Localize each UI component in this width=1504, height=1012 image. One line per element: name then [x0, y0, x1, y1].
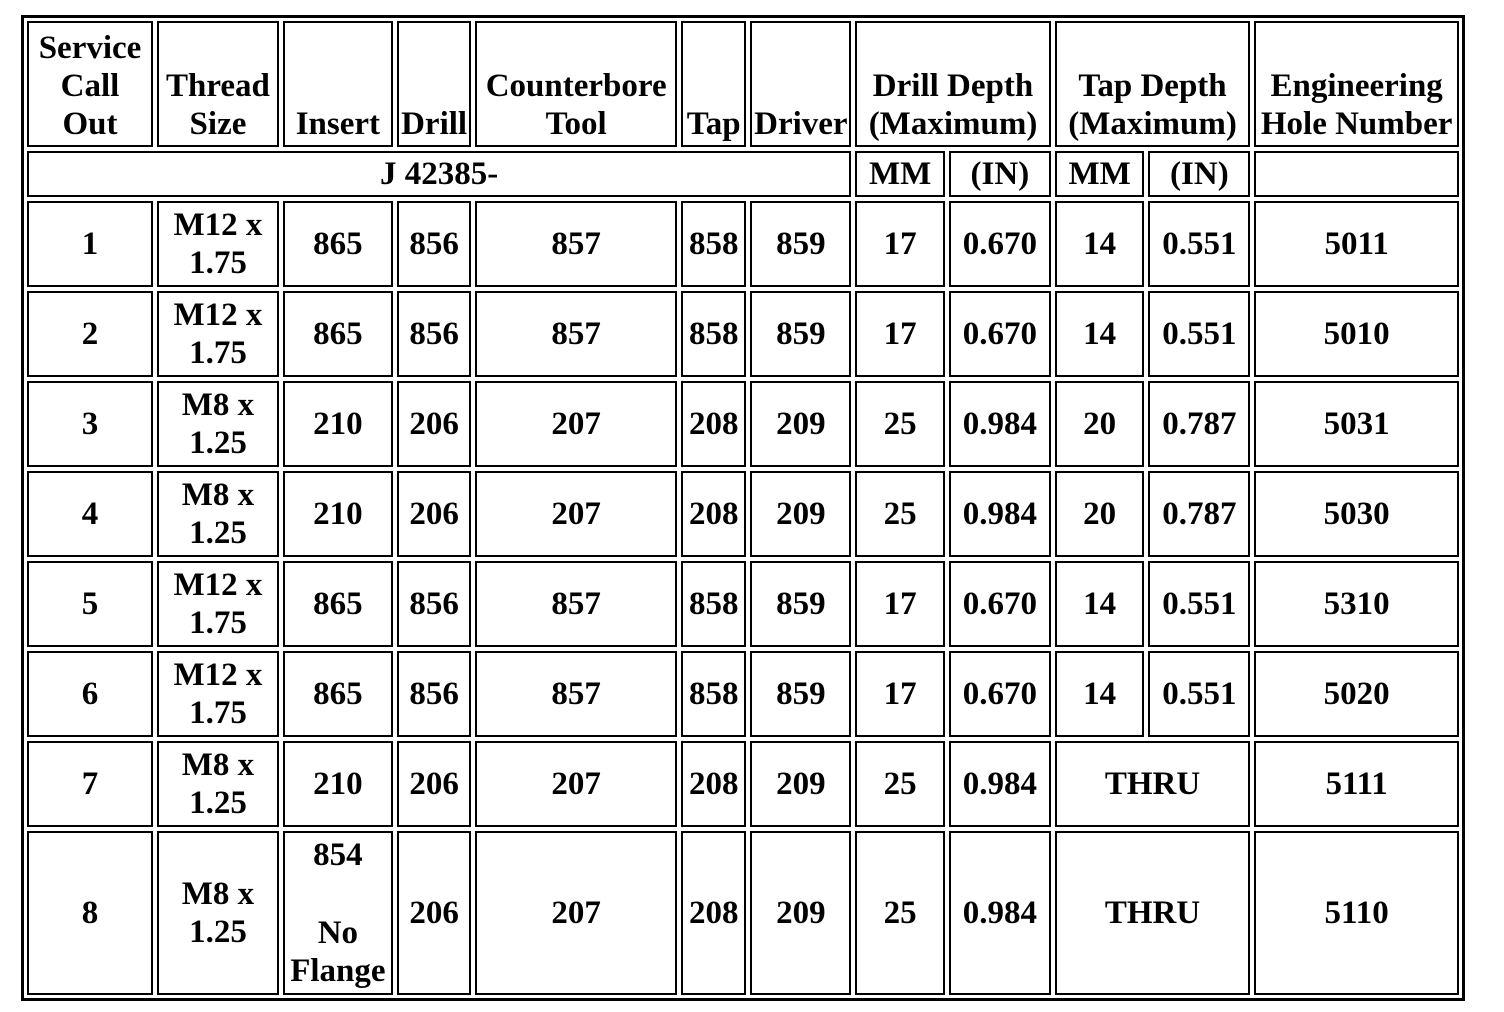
- drill-depth-mm-cell: 17: [855, 291, 945, 377]
- tap-cell: 208: [681, 831, 747, 995]
- insert-cell: 865: [283, 291, 393, 377]
- thread-size-cell: M8 x 1.25: [157, 831, 279, 995]
- drill-depth-in-cell: 0.984: [949, 471, 1051, 557]
- counterbore-cell: 857: [475, 561, 677, 647]
- insert-cell: 210: [283, 471, 393, 557]
- hole-number-blank: [1254, 151, 1459, 197]
- call-out-cell: 4: [27, 471, 153, 557]
- tap-depth-in-cell: 0.551: [1148, 201, 1250, 287]
- drill-cell: 206: [397, 741, 472, 827]
- counterbore-cell: 857: [475, 291, 677, 377]
- driver-cell: 209: [750, 831, 851, 995]
- tap-depth-mm-cell: 14: [1055, 291, 1145, 377]
- insert-cell: 854 No Flange: [283, 831, 393, 995]
- counterbore-cell: 207: [475, 741, 677, 827]
- drill-depth-in-cell: 0.670: [949, 201, 1051, 287]
- thread-size-cell: M8 x 1.25: [157, 741, 279, 827]
- driver-cell: 859: [750, 291, 851, 377]
- drill-depth-in-cell: 0.670: [949, 561, 1051, 647]
- tap-depth-in-cell: 0.787: [1148, 471, 1250, 557]
- drill-cell: 856: [397, 651, 472, 737]
- part-prefix: J 42385-: [27, 151, 851, 197]
- hole-number-cell: 5310: [1254, 561, 1459, 647]
- header-insert: Insert: [283, 21, 393, 147]
- hole-number-cell: 5111: [1254, 741, 1459, 827]
- header-tap-depth: Tap Depth (Maximum): [1055, 21, 1251, 147]
- thread-size-cell: M8 x 1.25: [157, 381, 279, 467]
- call-out-cell: 5: [27, 561, 153, 647]
- drill-depth-mm-cell: 25: [855, 381, 945, 467]
- insert-cell: 865: [283, 561, 393, 647]
- drill-cell: 856: [397, 201, 472, 287]
- thread-size-cell: M12 x 1.75: [157, 291, 279, 377]
- drill-depth-mm-label: MM: [855, 151, 945, 197]
- header-driver: Driver: [750, 21, 851, 147]
- tap-depth-in-label: (IN): [1148, 151, 1250, 197]
- call-out-cell: 6: [27, 651, 153, 737]
- header-drill: Drill: [397, 21, 472, 147]
- call-out-cell: 3: [27, 381, 153, 467]
- tap-cell: 208: [681, 381, 747, 467]
- drill-depth-mm-cell: 25: [855, 471, 945, 557]
- insert-cell: 210: [283, 381, 393, 467]
- tool-table: [23, 17, 1463, 999]
- driver-cell: 209: [750, 471, 851, 557]
- thread-size-cell: M12 x 1.75: [157, 651, 279, 737]
- drill-depth-in-cell: 0.984: [949, 831, 1051, 995]
- tap-depth-in-cell: 0.551: [1148, 561, 1250, 647]
- counterbore-cell: 207: [475, 471, 677, 557]
- driver-cell: 859: [750, 561, 851, 647]
- subheader-row: [27, 151, 1459, 197]
- insert-cell: 210: [283, 741, 393, 827]
- drill-depth-mm-cell: 25: [855, 741, 945, 827]
- header-engineering-hole-number: Engineering Hole Number: [1254, 21, 1459, 147]
- driver-cell: 209: [750, 741, 851, 827]
- call-out-cell: 8: [27, 831, 153, 995]
- tap-depth-in-cell: 0.551: [1148, 291, 1250, 377]
- tap-depth-thru-cell: THRU: [1055, 831, 1251, 995]
- header-service-call-out: Service Call Out: [27, 21, 153, 147]
- hole-number-cell: 5031: [1254, 381, 1459, 467]
- drill-depth-mm-cell: 17: [855, 201, 945, 287]
- drill-cell: 206: [397, 381, 472, 467]
- tap-depth-mm-label: MM: [1055, 151, 1145, 197]
- tap-cell: 858: [681, 201, 747, 287]
- hole-number-cell: 5110: [1254, 831, 1459, 995]
- tool-table-frame: [21, 15, 1465, 1001]
- table-row: [27, 561, 1459, 647]
- table-row: [27, 831, 1459, 995]
- tap-depth-thru-cell: THRU: [1055, 741, 1251, 827]
- thread-size-cell: M12 x 1.75: [157, 561, 279, 647]
- driver-cell: 209: [750, 381, 851, 467]
- call-out-cell: 2: [27, 291, 153, 377]
- driver-cell: 859: [750, 201, 851, 287]
- drill-depth-mm-cell: 25: [855, 831, 945, 995]
- tap-depth-in-cell: 0.551: [1148, 651, 1250, 737]
- drill-cell: 856: [397, 561, 472, 647]
- tap-depth-mm-cell: 14: [1055, 651, 1145, 737]
- call-out-cell: 7: [27, 741, 153, 827]
- tap-depth-in-cell: 0.787: [1148, 381, 1250, 467]
- thread-size-cell: M8 x 1.25: [157, 471, 279, 557]
- thread-size-cell: M12 x 1.75: [157, 201, 279, 287]
- hole-number-cell: 5011: [1254, 201, 1459, 287]
- table-row: [27, 651, 1459, 737]
- header-counterbore-tool: Counterbore Tool: [475, 21, 677, 147]
- hole-number-cell: 5010: [1254, 291, 1459, 377]
- table-row: [27, 471, 1459, 557]
- counterbore-cell: 207: [475, 831, 677, 995]
- insert-cell: 865: [283, 651, 393, 737]
- tap-cell: 208: [681, 471, 747, 557]
- header-drill-depth: Drill Depth (Maximum): [855, 21, 1051, 147]
- tap-cell: 208: [681, 741, 747, 827]
- drill-depth-mm-cell: 17: [855, 651, 945, 737]
- drill-depth-in-label: (IN): [949, 151, 1051, 197]
- header-tap: Tap: [681, 21, 747, 147]
- tap-cell: 858: [681, 561, 747, 647]
- tap-cell: 858: [681, 651, 747, 737]
- tap-depth-mm-cell: 20: [1055, 381, 1145, 467]
- tap-depth-mm-cell: 14: [1055, 561, 1145, 647]
- header-row: [27, 21, 1459, 147]
- drill-depth-in-cell: 0.984: [949, 741, 1051, 827]
- drill-cell: 856: [397, 291, 472, 377]
- tap-depth-mm-cell: 14: [1055, 201, 1145, 287]
- table-row: [27, 201, 1459, 287]
- drill-depth-in-cell: 0.984: [949, 381, 1051, 467]
- hole-number-cell: 5030: [1254, 471, 1459, 557]
- counterbore-cell: 857: [475, 201, 677, 287]
- table-row: [27, 741, 1459, 827]
- counterbore-cell: 857: [475, 651, 677, 737]
- counterbore-cell: 207: [475, 381, 677, 467]
- hole-number-cell: 5020: [1254, 651, 1459, 737]
- driver-cell: 859: [750, 651, 851, 737]
- drill-depth-in-cell: 0.670: [949, 651, 1051, 737]
- table-row: [27, 381, 1459, 467]
- insert-cell: 865: [283, 201, 393, 287]
- drill-depth-mm-cell: 17: [855, 561, 945, 647]
- drill-depth-in-cell: 0.670: [949, 291, 1051, 377]
- table-row: [27, 291, 1459, 377]
- tap-cell: 858: [681, 291, 747, 377]
- drill-cell: 206: [397, 471, 472, 557]
- drill-cell: 206: [397, 831, 472, 995]
- tap-depth-mm-cell: 20: [1055, 471, 1145, 557]
- header-thread-size: Thread Size: [157, 21, 279, 147]
- call-out-cell: 1: [27, 201, 153, 287]
